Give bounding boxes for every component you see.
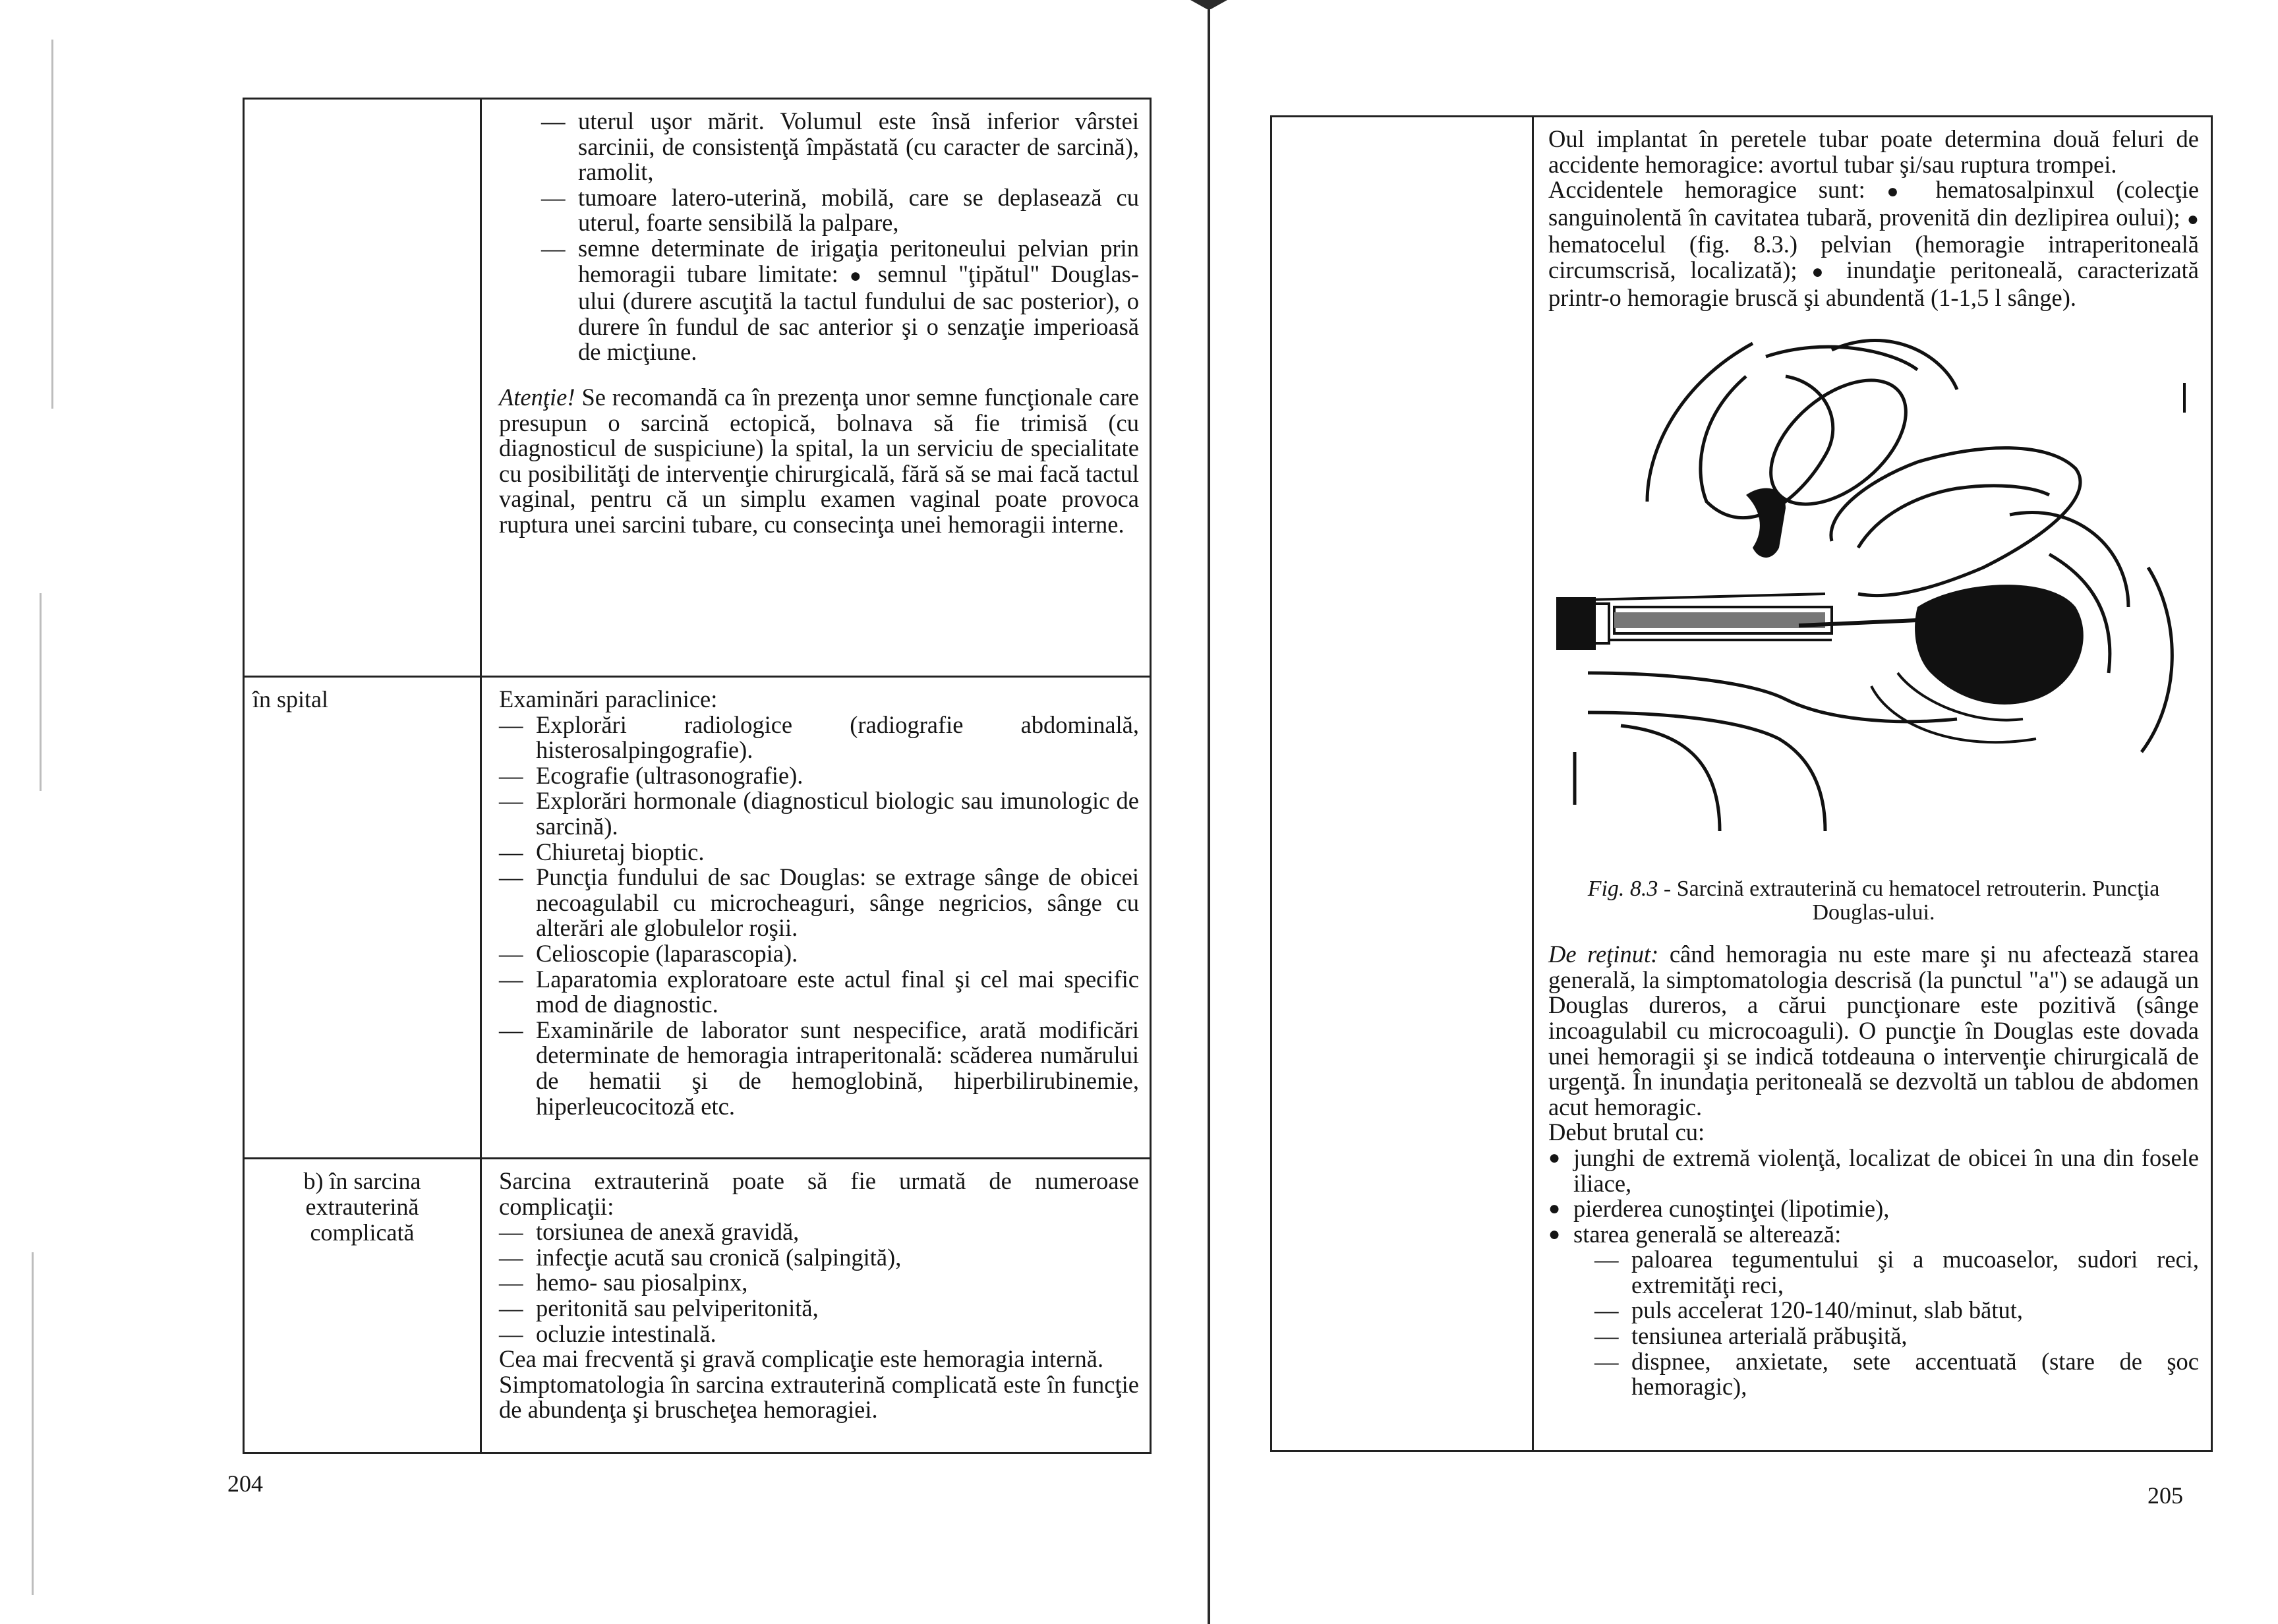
row-label-cell: b) în sarcina extrauterină complicată [244,1159,481,1453]
list-item: — Puncţia fundului de sac Douglas: se extrage sânge de obicei necoagulabil cu microcheaguri, sânge negricios, sânge cu alterări ale globulelor roşii. [499,863,1139,942]
list-item: ● junghi de extremă violenţă, localizat de obicei în una din fosele iliace, [1548,1144,2199,1197]
table-row [244,1159,1151,1453]
hemorrhagic-accidents-paragraph: Accidentele hemoragice sunt: ● hematosalpinxul (colecţie sanguinolentă în cavitatea tubară, provenită din dezlipirea oului); ● hematocelul (fig. 8.3.) pelvian (hemoragie intraperitoneală circumscrisă, localizată); ● inundaţie peritoneală, caracterizată printr-o hemoragie bruscă şi abundentă (1-1,5 l sânge). [1548,176,2200,311]
list-item: — tensiunea arterială prăbuşită, [1594,1322,1908,1350]
bullet-icon: ● [1548,1198,1561,1220]
bullet-icon: ● [1548,1146,1561,1169]
row-content-cell: Oul implantat în peretele tubar poate determina două feluri de accidente hemoragice: avortul tubar şi/sau ruptura trompei. Accidentele hemoragice sunt: ● hematosalpinxul (colecţie sanguinolentă în cavitatea tubară, provenită din dezlipirea oului); ● hematocelul (fig. 8.3.) pelvian (hemoragie intraperitoneală circumscrisă, localizată); ● inundaţie peritoneală, caracterizată printr-o hemoragie bruscă şi abundentă (1-1,5 l sânge). Fig. 8.3 - Sarcină extrauterină cu hematocel retrouterin. Puncţia Douglas-ului. De reţinut: când hemoragia nu este mare şi nu afectează starea generală, la simptomatologia descrisă (la punctul "a") se adaugă un Douglas dureros, a cărui puncţionare este pozitivă (sânge incoagulabil cu microcoaguli). O puncţie în Douglas este dovada unei hemoragii şi se indică totdeauna o intervenţie chirurgicală de urgenţă. În inundaţia peritoneală se dezvoltă un tablou de abdomen acut hemoragic. Debut brutal cu: ● junghi de extremă violenţă, localizat de obicei în una din fosele iliace, ● pierderea cunoştinţei (lipotimie), ● starea generală se alterează: — paloarea tegumentului şi a mucoaselor, sudori reci, extremităţi reci, — puls accelerat 120-140/minut, slab bătut, — tensiunea arterială prăbuşită, — dispnee, anxietate, sete accentuată (stare de şoc hemoragic), [1533,117,2212,1451]
list-item: ● pierderea cunoştinţei (lipotimie), [1548,1195,1890,1223]
list-item: — dispnee, anxietate, sete accentuată (stare de şoc hemoragic), [1594,1347,2199,1401]
list-item: — Ecografie (ultrasonografie). [499,761,803,789]
row-content-cell [481,99,1151,677]
bullet-icon: ● [849,264,867,287]
note-paragraph: De reţinut: când hemoragia nu este mare şi nu afectează starea generală, la simptomatologia descrisă (la punctul "a") se adaugă un Douglas dureros, a cărui puncţionare este pozitivă (sânge incoagulabil cu microcoaguli). O puncţie în Douglas este dovada unei hemoragii şi se indică totdeauna o intervenţie chirurgicală de urgenţă. În inundaţia peritoneală se dezvoltă un tablou de abdomen acut hemoragic. [1548,941,2200,1120]
row-label-cell: în spital [244,677,481,1159]
right-page-table [1270,115,2213,1452]
list-item: — Examinările de laborator sunt nespecifice, arată modificări determinate de hemoragia intraperitonală: scăderea numărului de hematii şi de hemoglobină, hiperbilirubinemie, hiperleucocitoză etc. [499,1016,1139,1120]
page-number: 205 [2147,1482,2183,1509]
list-item: — paloarea tegumentului şi a mucoaselor, sudori reci, extremităţi reci, [1594,1246,2199,1298]
bullet-icon: ● [1811,260,1832,283]
figure-caption: Fig. 8.3 - Sarcină extrauterină cu hematocel retrouterin. Puncţia Douglas-ului. [1587,877,2160,925]
list-item: — uterul uşor mărit. Volumul este însă inferior vârstei sarcinii, de consistenţă împăstată (cu caracter de sarcină), ramolit, [541,107,1139,186]
book-spine [1208,0,1210,1624]
list-item: — Explorări hormonale (diagnosticul biologic sau imunologic de sarcină). [499,787,1139,840]
table-row [244,99,1151,677]
list-item: — tumoare latero-uterină, mobilă, care se deplasează cu uterul, foarte sensibilă la palpare, [541,183,1139,237]
list-item: — ocluzie intestinală. [499,1320,716,1347]
page-number: 204 [227,1470,263,1497]
row-content-cell: Sarcina extrauterină poate să fie urmată de numeroase complicaţii: — torsiunea de anexă gravidă, — infecţie acută sau cronică (salpingită), — hemo- sau piosalpinx, — peritonită sau pelviperitonită, — ocluzie intestinală. Cea mai frecventă şi gravă complicaţie este hemoragia internă. Simptomatologia în sarcina extrauterină complicată este în funcţie de abundenţa şi bruscheţea hemoragiei. [481,1159,1151,1453]
bullet-icon: ● [1886,181,1914,203]
pelvis-illustration [1548,330,2207,831]
list-item: — peritonită sau pelviperitonită, [499,1294,819,1321]
list-item: — hemo- sau piosalpinx, [499,1269,748,1296]
figure-8-3 [1548,330,2207,871]
attention-paragraph: Atenţie! Se recomandă ca în prezenţa unor semne funcţionale care presupun o sarcină ectopică, bolnava să fie trimisă (cu diagnosticul de suspiciune) la spital, la un serviciu de specialitate cu posibilităţi de intervenţie chirurgicală, fără să se mai facă tactul vaginal, pentru că un simplu examen vaginal poate provoca ruptura unei sarcini tubare, cu consecinţa unei hemoragii interne. [499,383,1139,538]
table-row [244,677,1151,1159]
table-row [1271,117,2212,1451]
list-item: — Laparatomia exploratoare este actul final şi cel mai specific mod de diagnostic. [499,965,1139,1018]
list-item: — Chiuretaj bioptic. [499,838,705,865]
list-item: — puls accelerat 120-140/minut, slab bătut, [1594,1296,2023,1324]
list-item: — Celioscopie (laparascopia). [499,939,798,967]
bullet-icon: ● [2186,208,2199,230]
list-item: — infecţie acută sau cronică (salpingită), [499,1243,902,1271]
list-item: — Explorări radiologice (radiografie abdominală, histerosalpingografie). [499,710,1139,764]
row-content-cell [481,677,1151,1159]
row-label-cell [244,99,481,677]
list-item: ● starea generală se alterează: [1548,1220,1842,1248]
section-heading: Examinări paraclinice: [499,685,718,712]
row-label-cell [1271,117,1533,1451]
bullet-icon: ● [1548,1223,1561,1245]
left-page-table [243,98,1152,1454]
list-item: — semne determinate de irigaţia peritoneului pelvian prin hemoragii tubare limitate: ● semnul "ţipătul" Douglas-ului (durere ascuţită la tactul fundului de sac posterior), o durere în fundul de sac anterior şi o senzaţie imperioasă de micţiune. [541,234,1140,366]
list-item: — torsiunea de anexă gravidă, [499,1218,800,1246]
